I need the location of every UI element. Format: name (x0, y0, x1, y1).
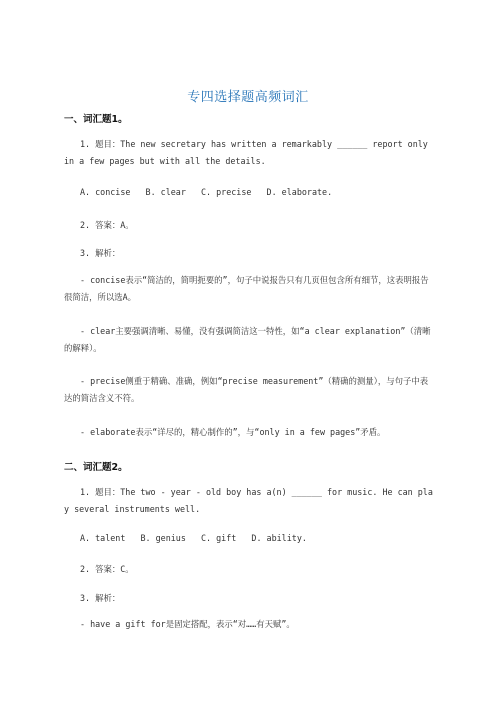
page-title: 专四选择题高频词汇 (187, 90, 309, 105)
analysis-label-1: 3. 解析： (80, 248, 121, 258)
explanation-1d: - elaborate表示“详尽的，精心制作的”，与“only in a few pages”矛盾。 (80, 427, 386, 437)
options-1: A. concise B. clear C. precise D. elaborate. (80, 187, 333, 197)
analysis-label-2: 3. 解析： (80, 593, 121, 603)
section-heading-1: 一、词汇题1。 (64, 114, 128, 125)
explanation-1b: - clear主要强调清晰、易懂，没有强调简洁这一特性，如“a clear explanation”（清晰的解释）。 (64, 326, 431, 353)
answer-1: 2. 答案：A。 (80, 220, 134, 230)
explanation-2a: - have a gift for是固定搭配，表示“对……有天赋”。 (80, 619, 295, 629)
options-2: A. talent B. genius C. gift D. ability. (80, 533, 307, 543)
explanation-1c: - precise侧重于精确、准确，例如“precise measurement”（精确的测量），与句子中表达的简洁含义不符。 (64, 376, 429, 403)
question-1: 1. 题目：The new secretary has written a remarkably ______ report only in a few pages but with all the details. (64, 139, 428, 166)
question-2: 1. 题目：The two - year - old boy has a(n) ______ for music. He can play several instruments well. (64, 487, 433, 514)
section-heading-2: 二、词汇题2。 (64, 462, 128, 473)
answer-2: 2. 答案：C。 (80, 564, 134, 574)
explanation-1a: - concise表示“简洁的，简明扼要的”，句子中说报告只有几页但包含所有细节，这表明报告很简洁，所以选A。 (64, 275, 429, 302)
